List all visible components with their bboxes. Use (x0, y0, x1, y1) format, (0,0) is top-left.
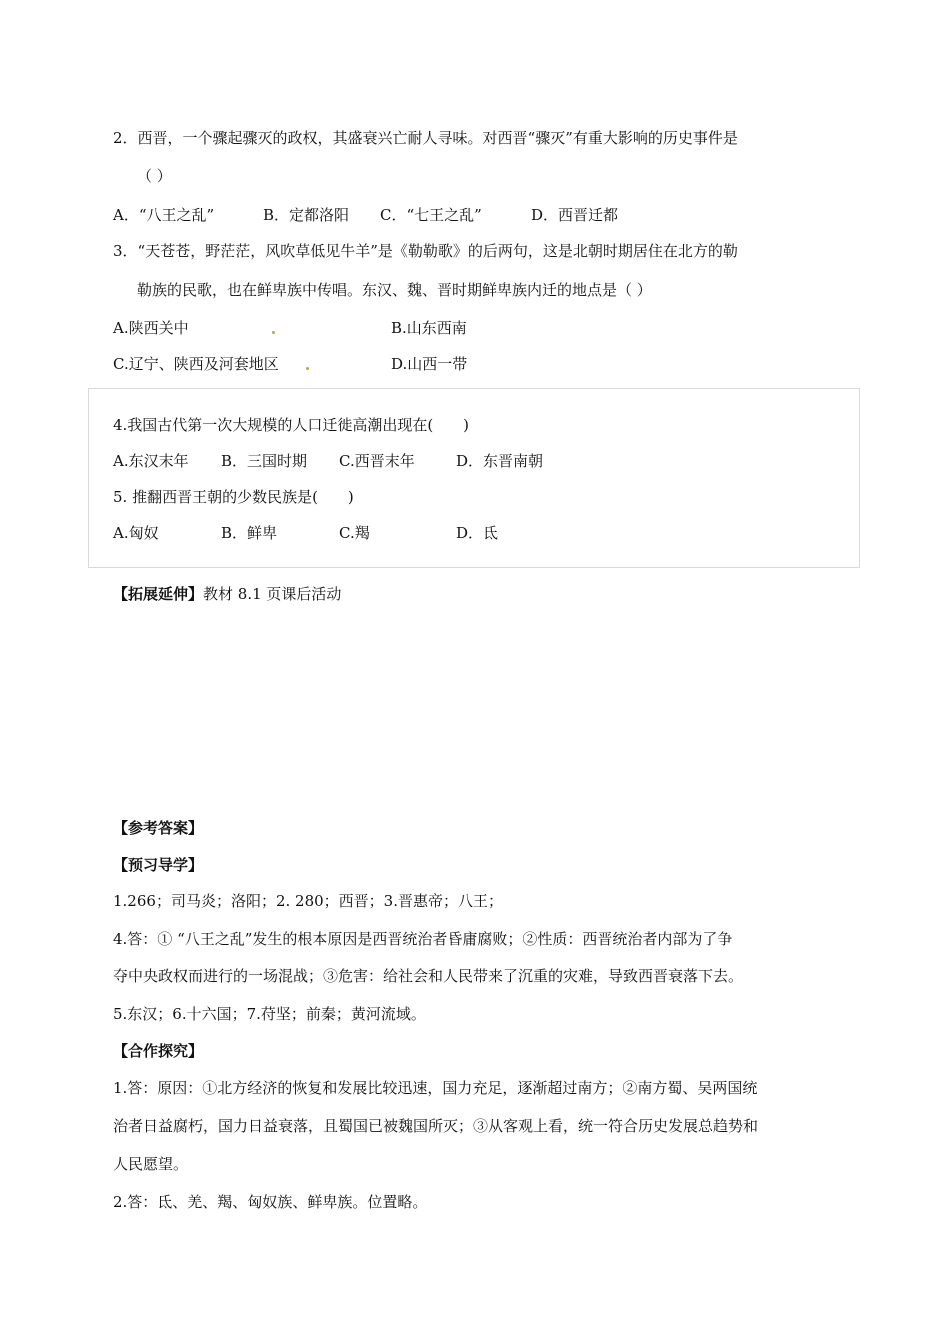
stray-dot (306, 367, 309, 370)
stray-dot (272, 331, 275, 334)
option-d: D.山西一带 (391, 355, 468, 373)
preview-heading: 【预习导学】 (113, 856, 204, 874)
option-d: D．西晋迁都 (531, 206, 619, 224)
extension-section (113, 584, 341, 604)
option-d: D．东晋南朝 (456, 452, 544, 470)
question-2-text: 2．西晋，一个骤起骤灭的政权，其盛衰兴亡耐人寻味。对西晋“骤灭”有重大影响的历史事件是 (113, 129, 738, 147)
option-b: B．三国时期 (221, 452, 308, 470)
option-d: D．氐 (456, 524, 499, 542)
answers-heading: 【参考答案】 (113, 819, 204, 837)
preview-answer-line: 1.266；司马炎；洛阳；2. 280；西晋；3.晋惠帝；八王； (113, 892, 503, 910)
option-a: A．“八王之乱” (113, 206, 215, 224)
coop-answer-line: 人民愿望。 (113, 1155, 189, 1173)
question-2-options (0, 205, 950, 225)
option-b: B．定都洛阳 (263, 206, 350, 224)
coop-heading: 【合作探究】 (113, 1042, 204, 1060)
question-3-options-row2 (0, 354, 950, 374)
preview-answer-line: 5.东汉；6.十六国；7.苻坚；前秦；黄河流域。 (113, 1005, 426, 1023)
question-4-options (0, 451, 950, 471)
coop-answer-line: 1.答：原因：①北方经济的恢复和发展比较迅速，国力充足，逐渐超过南方；②南方蜀、吴两国统 (113, 1079, 758, 1097)
option-c: C.羯 (339, 524, 370, 542)
question-5-text: 5. 推翻西晋王朝的少数民族是( ) (113, 488, 354, 506)
preview-answer-line: 4.答：① “八王之乱”发生的根本原因是西晋统治者昏庸腐败；②性质：西晋统治者内部为了争 (113, 930, 733, 948)
option-c: C．“七王之乱” (380, 206, 482, 224)
question-5-options (0, 523, 950, 543)
option-a: A.匈奴 (113, 524, 159, 542)
extension-text: 教材 8.1 页课后活动 (203, 585, 342, 603)
option-b: B．鲜卑 (221, 524, 278, 542)
preview-answer-line: 夺中央政权而进行的一场混战；③危害：给社会和人民带来了沉重的灾难，导致西晋衰落下去。 (113, 967, 744, 985)
question-3-options-row1 (0, 318, 950, 338)
question-3-text-cont: 勒族的民歌，也在鲜卑族中传唱。东汉、魏、晋时期鲜卑族内迁的地点是（ ） (137, 281, 652, 299)
option-c: C.辽宁、陕西及河套地区 (113, 355, 279, 373)
option-a: A.东汉末年 (113, 452, 189, 470)
option-a: A.陕西关中 (113, 319, 189, 337)
coop-answer-line: 2.答：氐、羌、羯、匈奴族、鲜卑族。位置略。 (113, 1193, 428, 1211)
question-4-text: 4.我国古代第一次大规模的人口迁徙高潮出现在( ) (113, 416, 470, 434)
extension-heading: 【拓展延伸】 (113, 585, 204, 603)
coop-answer-line: 治者日益腐朽，国力日益衰落，且蜀国已被魏国所灭；③从客观上看，统一符合历史发展总趋势和 (113, 1117, 759, 1135)
question-3-text: 3．“天苍苍，野茫茫，风吹草低见牛羊”是《勒勒歌》的后两句，这是北朝时期居住在北方的勒 (113, 242, 738, 260)
option-b: B.山东西南 (391, 319, 467, 337)
question-2-blank: （ ） (137, 167, 172, 185)
option-c: C.西晋末年 (339, 452, 415, 470)
